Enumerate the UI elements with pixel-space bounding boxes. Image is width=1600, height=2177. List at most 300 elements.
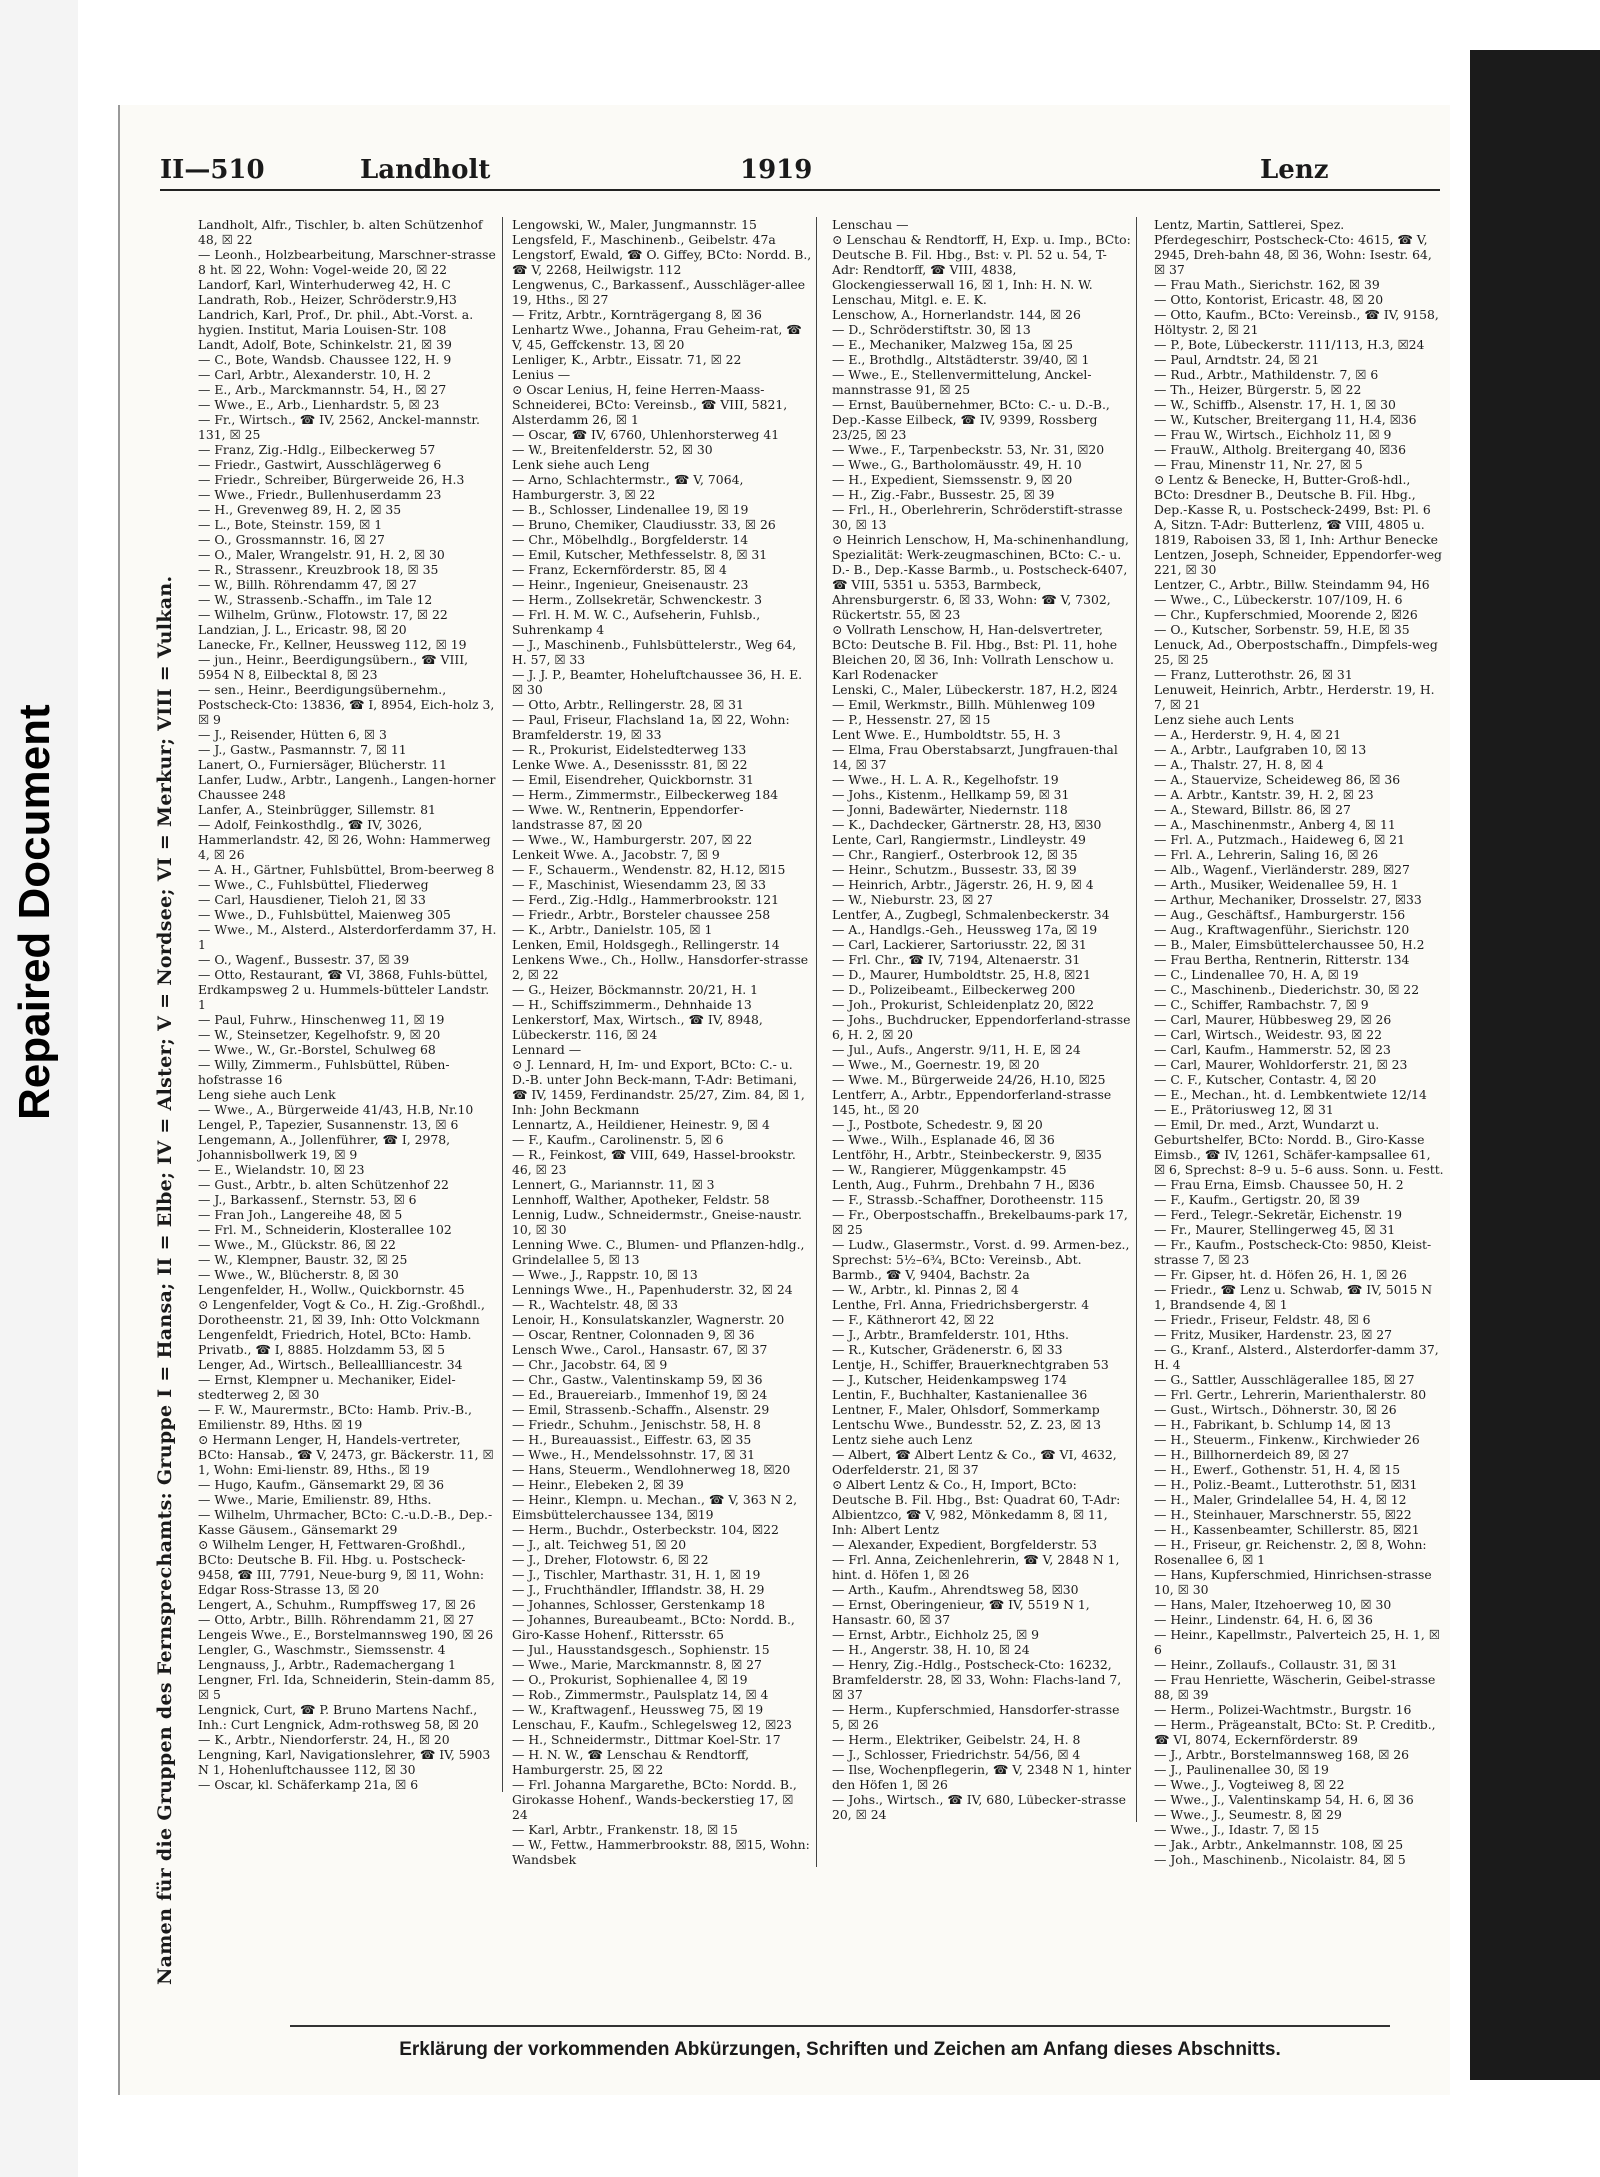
directory-entry: — K., Arbtr., Niendorferstr. 24, H., ☒ 20 <box>198 1732 450 1747</box>
column-1 <box>198 217 503 1792</box>
left-margin-strip <box>0 0 78 2177</box>
directory-entry: — J., Schlosser, Friedrichstr. 54/56, ☒ 4 <box>832 1747 1081 1762</box>
directory-entry: — H., Ewerf., Gothenstr. 51, H. 4, ☒ 15 <box>1154 1462 1401 1477</box>
directory-entry: — A., Thalstr. 27, H. 8, ☒ 4 <box>1154 757 1324 772</box>
directory-entry: — F., Käthnerort 42, ☒ 22 <box>832 1312 995 1327</box>
directory-entry: — Joh., Prokurist, Schleidenplatz 20, ☒22 <box>832 997 1095 1012</box>
directory-entry: — Wwe., J., Vogteiweg 8, ☒ 22 <box>1154 1777 1345 1792</box>
directory-entry: — Ernst, Bauübernehmer, BCto: C.- u. D.-B., Dep.-Kasse Eilbeck, ☎ IV, 9399, Rossberg 23/25, ☒ 23 <box>832 397 1110 442</box>
directory-entry: Lenuweit, Heinrich, Arbtr., Herderstr. 19, H. 7, ☒ 21 <box>1154 682 1435 712</box>
directory-entry: — F., Schauerm., Wendenstr. 82, H.12, ☒15 <box>512 862 786 877</box>
directory-entry: — Wwe., W., Blücherstr. 8, ☒ 30 <box>198 1267 399 1282</box>
directory-entry: — O., Prokurist, Sophienallee 4, ☒ 19 <box>512 1672 748 1687</box>
directory-entry: — Wwe., F., Tarpenbeckstr. 53, Nr. 31, ☒20 <box>832 442 1105 457</box>
directory-entry: — O., Kutscher, Sorbenstr. 59, H.E, ☒ 35 <box>1154 622 1410 637</box>
directory-entry: Lengenfelder, H., Wollw., Quickbornstr. 45 <box>198 1282 465 1297</box>
directory-entry: — F. W., Maurermstr., BCto: Hamb. Priv.-B., Emilienstr. 89, Hths. ☒ 19 <box>198 1402 472 1432</box>
next-page-edge <box>1470 50 1600 2080</box>
directory-entry: — D., Schröderstiftstr. 30, ☒ 13 <box>832 322 1031 337</box>
directory-entry: — Wwe. M., Bürgerweide 24/26, H.10, ☒25 <box>832 1072 1106 1087</box>
directory-entry: — Jak., Arbtr., Ankelmannstr. 108, ☒ 25 <box>1154 1837 1404 1852</box>
directory-entry: — Friedr., Schuhm., Jenischstr. 58, H. 8 <box>512 1417 761 1432</box>
directory-entry: — H., Schiffszimmerm., Dehnhaide 13 <box>512 997 752 1012</box>
directory-entry: — A., Maschinenmstr., Anberg 4, ☒ 11 <box>1154 817 1396 832</box>
directory-entry: — Heinr., Ingenieur, Gneisenaustr. 23 <box>512 577 749 592</box>
directory-entry: — Elma, Frau Oberstabsarzt, Jungfrauen-thal 14, ☒ 37 <box>832 742 1118 772</box>
directory-entry: Lenken, Emil, Holdsgegh., Rellingerstr. 14 <box>512 937 780 952</box>
directory-entry: — Heinr., Lindenstr. 64, H. 6, ☒ 36 <box>1154 1612 1373 1627</box>
directory-entry: Lengsfeld, F., Maschinenb., Geibelstr. 47a <box>512 232 776 247</box>
directory-entry: — Otto, Kontorist, Ericastr. 48, ☒ 20 <box>1154 292 1384 307</box>
directory-entry: ⊙ Albert Lentz & Co., H, Import, BCto: Deutsche B. Fil. Hbg., Bst: Quadrat 60, T-Adr: Albientzco, ☎ V, 982, Mönkedamm 8, ☒ 11, Inh: Albert Lentz <box>832 1477 1121 1537</box>
directory-entry: — Wwe., M., Glückstr. 86, ☒ 22 <box>198 1237 396 1252</box>
directory-entry: — Franz, Zig.-Hdlg., Eilbeckerweg 57 <box>198 442 436 457</box>
directory-entry: — W., Strassenb.-Schaffn., im Tale 12 <box>198 592 433 607</box>
directory-entry: — Friedr., Arbtr., Borsteler chaussee 258 <box>512 907 771 922</box>
directory-entry: — P., Hessenstr. 27, ☒ 15 <box>832 712 991 727</box>
directory-entry: — Rud., Arbtr., Mathildenstr. 7, ☒ 6 <box>1154 367 1379 382</box>
directory-entry: Landzian, J. L., Ericastr. 98, ☒ 20 <box>198 622 407 637</box>
directory-entry: Lenkeit Wwe. A., Jacobstr. 7, ☒ 9 <box>512 847 720 862</box>
directory-entry: — Paul, Arndtstr. 24, ☒ 21 <box>1154 352 1320 367</box>
directory-entry: Lanert, O., Furniersäger, Blücherstr. 11 <box>198 757 447 772</box>
directory-entry: — Fritz, Musiker, Hardenstr. 23, ☒ 27 <box>1154 1327 1393 1342</box>
directory-entry: Lentfer, A., Zugbegl, Schmalenbeckerstr. 34 <box>832 907 1110 922</box>
directory-entry: — K., Dachdecker, Gärtnerstr. 28, H3, ☒30 <box>832 817 1102 832</box>
directory-entry: Lenke Wwe. A., Desenissstr. 81, ☒ 22 <box>512 757 748 772</box>
directory-entry: — E., Mechaniker, Malzweg 15a, ☒ 25 <box>832 337 1073 352</box>
directory-entry: — Wwe., C., Fuhlsbüttel, Fliederweg <box>198 877 429 892</box>
directory-entry: — W., Arbtr., kl. Pinnas 2, ☒ 4 <box>832 1282 1019 1297</box>
abbreviation-note: Erklärung der vorkommenden Abkürzungen, Schriften und Zeichen am Anfang dieses Abschnitts. <box>290 2025 1390 2061</box>
directory-entry: — Gust., Arbtr., b. alten Schützenhof 22 <box>198 1177 449 1192</box>
directory-entry: Lent Wwe. E., Humboldtstr. 55, H. 3 <box>832 727 1061 742</box>
directory-entry: — R., Strassenr., Kreuzbrook 18, ☒ 35 <box>198 562 439 577</box>
directory-entry: — E., Prätoriusweg 12, ☒ 31 <box>1154 1102 1334 1117</box>
directory-entry: — J., Gastw., Pasmannstr. 7, ☒ 11 <box>198 742 407 757</box>
exchange-group-band <box>150 215 200 1995</box>
directory-entry: — Frl. Johanna Margarethe, BCto: Nordd. B., Girokasse Hohenf., Wands-beckerstieg 17, ☒ 24 <box>512 1777 797 1822</box>
directory-entry: Landt, Adolf, Bote, Schinkelstr. 21, ☒ 39 <box>198 337 452 352</box>
directory-entry: — Wwe., H. L. A. R., Kegelhofstr. 19 <box>832 772 1059 787</box>
directory-entry: — Frau Henriette, Wäscherin, Geibel-strasse 88, ☒ 39 <box>1154 1672 1436 1702</box>
directory-entry: — FrauW., Altholg. Breitergang 40, ☒36 <box>1154 442 1406 457</box>
directory-entry: — Otto, Arbtr., Billh. Röhrendamm 21, ☒ 27 <box>198 1612 475 1627</box>
directory-entry: Lenz siehe auch Lents <box>1154 712 1295 727</box>
directory-entry: — Carl, Lackierer, Sartoriusstr. 22, ☒ 31 <box>832 937 1087 952</box>
directory-entry: Lennert, G., Mariannstr. 11, ☒ 3 <box>512 1177 715 1192</box>
directory-entry: — Chr., Jacobstr. 64, ☒ 9 <box>512 1357 668 1372</box>
directory-entry: Lentin, F., Buchhalter, Kastanienallee 36 <box>832 1387 1088 1402</box>
directory-entry: Lengwenus, C., Barkassenf., Ausschläger-allee 19, Hths., ☒ 27 <box>512 277 806 307</box>
directory-entry: — Chr., Möbelhdlg., Borgfelderstr. 14 <box>512 532 749 547</box>
directory-page <box>118 105 1450 2095</box>
directory-entry: — Emil, Eisendreher, Quickbornstr. 31 <box>512 772 754 787</box>
directory-entry: — E., Brothdlg., Altstädterstr. 39/40, ☒ 1 <box>832 352 1090 367</box>
directory-entry: — F., Kaufm., Gertigstr. 20, ☒ 39 <box>1154 1192 1360 1207</box>
directory-entry: Lanfer, A., Steinbrügger, Sillemstr. 81 <box>198 802 436 817</box>
column-3 <box>832 217 1137 1822</box>
directory-entry: — Arthur, Mechaniker, Drosselstr. 27, ☒33 <box>1154 892 1422 907</box>
directory-entry: Lenth, Aug., Fuhrm., Drehbahn 7 H., ☒36 <box>832 1177 1095 1192</box>
directory-entry: Lennig, Ludw., Schneidermstr., Gneise-naustr. 10, ☒ 30 <box>512 1207 802 1237</box>
directory-entry: Lenkens Wwe., Ch., Hollw., Hansdorfer-strasse 2, ☒ 22 <box>512 952 809 982</box>
directory-entry: Lenius — <box>512 367 571 382</box>
directory-entry: — Wwe., C., Lübeckerstr. 107/109, H. 6 <box>1154 592 1403 607</box>
directory-entry: — Herm., Zollsekretär, Schwenckestr. 3 <box>512 592 762 607</box>
directory-entry: — Wilhelm, Uhrmacher, BCto: C.-u.D.-B., Dep.-Kasse Gäusem., Gänsemarkt 29 <box>198 1507 493 1537</box>
directory-entry: — Wwe., Marie, Marckmannstr. 8, ☒ 27 <box>512 1657 762 1672</box>
directory-entry: — Wwe., J., Seumestr. 8, ☒ 29 <box>1154 1807 1342 1822</box>
directory-entry: — Herm., Kupferschmied, Hansdorfer-strasse 5, ☒ 26 <box>832 1702 1120 1732</box>
directory-entry: Landrath, Rob., Heizer, Schröderstr.9,H3 <box>198 292 457 307</box>
column-2 <box>512 217 817 1867</box>
directory-entry: ⊙ Lentz & Benecke, H, Butter-Groß-hdl., BCto: Dresdner B., Deutsche B. Fil. Hbg., Dep.-Kasse R, u. Postscheck-2499, Bst: Pl. 6 A, Sitzn. T-Adr: Butterlenz, ☎ VIII, 4805 u. 1819, Raboisen 33, ☒ 1, Inh: Arthur Benecke <box>1154 472 1438 547</box>
directory-entry: — Hans, Maler, Itzehoerweg 10, ☒ 30 <box>1154 1597 1392 1612</box>
directory-entry: Lengert, A., Schuhm., Rumpffsweg 17, ☒ 26 <box>198 1597 476 1612</box>
directory-entry: — W., Nieburstr. 23, ☒ 27 <box>832 892 993 907</box>
directory-entry: ⊙ J. Lennard, H, Im- und Export, BCto: C.- u. D.-B. unter John Beck-mann, T-Adr: Betimani, ☎ IV, 1459, Ferdinandstr. 25/27, Zim. 84, ☒ 1, Inh: John Beckmann <box>512 1057 805 1117</box>
directory-entry: — Frl. M., Schneiderin, Klosterallee 102 <box>198 1222 452 1237</box>
directory-entry: — Fr., Kaufm., Postscheck-Cto: 9850, Kleist-strasse 7, ☒ 23 <box>1154 1237 1432 1267</box>
directory-entry: — Fr. Gipser, ht. d. Höfen 26, H. 1, ☒ 26 <box>1154 1267 1407 1282</box>
directory-entry: Lentferr, A., Arbtr., Eppendorferland-strasse 145, ht., ☒ 20 <box>832 1087 1112 1117</box>
directory-entry: — R., Kutscher, Grädenerstr. 6, ☒ 33 <box>832 1342 1063 1357</box>
directory-entry: — Heinr., Schutzm., Bussestr. 33, ☒ 39 <box>832 862 1077 877</box>
directory-entry: — H., Friseur, gr. Reichenstr. 2, ☒ 8, Wohn: Rosenallee 6, ☒ 1 <box>1154 1537 1427 1567</box>
directory-entry: Lenkerstorf, Max, Wirtsch., ☎ IV, 8948, Lübeckerstr. 116, ☒ 24 <box>512 1012 763 1042</box>
directory-entry: — H. N. W., ☎ Lenschau & Rendtorff, Hamburgerstr. 25, ☒ 22 <box>512 1747 750 1777</box>
directory-entry: Lengeis Wwe., E., Borstelmannsweg 190, ☒ 26 <box>198 1627 494 1642</box>
directory-entry: Lennings Wwe., H., Papenhuderstr. 32, ☒ 24 <box>512 1282 793 1297</box>
directory-entry: Lentner, F., Maler, Ohlsdorf, Sommerkamp <box>832 1402 1100 1417</box>
directory-entry: — Alexander, Expedient, Borgfelderstr. 53 <box>832 1537 1098 1552</box>
directory-entry: Lenk siehe auch Leng <box>512 457 650 472</box>
directory-entry: — Wwe., Wilh., Esplanade 46, ☒ 36 <box>832 1132 1055 1147</box>
directory-entry: — Frl. A., Putzmach., Haideweg 6, ☒ 21 <box>1154 832 1405 847</box>
directory-entry: — Willy, Zimmerm., Fuhlsbüttel, Rüben-hofstrasse 16 <box>198 1057 450 1087</box>
directory-entry: — Wwe., J., Valentinskamp 54, H. 6, ☒ 36 <box>1154 1792 1414 1807</box>
directory-entry: — J., Arbtr., Bramfelderstr. 101, Hths. <box>832 1327 1069 1342</box>
directory-entry: — E., Mechan., ht. d. Lembkentwiete 12/14 <box>1154 1087 1427 1102</box>
directory-entry: — Frl. Anna, Zeichenlehrerin, ☎ V, 2848 N 1, hint. d. Höfen 1, ☒ 26 <box>832 1552 1120 1582</box>
directory-entry: — Oscar, Rentner, Colonnaden 9, ☒ 36 <box>512 1327 755 1342</box>
directory-entry: — Arno, Schlachtermstr., ☎ V, 7064, Hamburgerstr. 3, ☒ 22 <box>512 472 744 502</box>
directory-entry: — Frl. Chr., ☎ IV, 7194, Altenaerstr. 31 <box>832 952 1081 967</box>
directory-entry: — Chr., Gastw., Valentinskamp 59, ☒ 36 <box>512 1372 763 1387</box>
directory-entry: — H., Expedient, Siemssenstr. 9, ☒ 20 <box>832 472 1073 487</box>
directory-entry: — Fr., Wirtsch., ☎ IV, 2562, Anckel-mannstr. 131, ☒ 25 <box>198 412 480 442</box>
directory-entry: — Fran Joh., Langereihe 48, ☒ 5 <box>198 1207 403 1222</box>
directory-entry: Lentzen, Joseph, Schneider, Eppendorfer-weg 221, ☒ 30 <box>1154 547 1442 577</box>
directory-entry: — O., Wagenf., Bussestr. 37, ☒ 39 <box>198 952 410 967</box>
directory-entry: — Wwe., W., Hamburgerstr. 207, ☒ 22 <box>512 832 753 847</box>
directory-entry: — G., Sattler, Ausschlägerallee 185, ☒ 27 <box>1154 1372 1415 1387</box>
directory-entry: — Herm., Buchdr., Osterbeckstr. 104, ☒22 <box>512 1522 779 1537</box>
directory-entry: Lengenfeldt, Friedrich, Hotel, BCto: Hamb. Privatb., ☎ I, 8885. Holzdamm 53, ☒ 5 <box>198 1327 472 1357</box>
directory-entry: Lenning Wwe. C., Blumen- und Pflanzen-hdlg., Grindelallee 5, ☒ 13 <box>512 1237 805 1267</box>
directory-entry: — Otto, Restaurant, ☎ VI, 3868, Fuhls-büttel, Erdkampsweg 2 u. Hummels-bütteler Landstr. 1 <box>198 967 490 1012</box>
directory-entry: — Ferd., Zig.-Hdlg., Hammerbrookstr. 121 <box>512 892 779 907</box>
directory-entry: Lenoir, H., Konsulatskanzler, Wagnerstr. 20 <box>512 1312 785 1327</box>
directory-entry: Lenski, C., Maler, Lübeckerstr. 187, H.2, ☒24 <box>832 682 1118 697</box>
directory-entry: ⊙ Hermann Lenger, H, Handels-vertreter, BCto: Hansab., ☎ V, 2473, gr. Bäckerstr. 11, ☒ 1, Wohn: Emi-lienstr. 89, Hths., ☒ 19 <box>198 1432 494 1477</box>
directory-entry: — Wwe., D., Fuhlsbüttel, Maienweg 305 <box>198 907 451 922</box>
directory-entry: — J., Maschinenb., Fuhlsbüttelerstr., Weg 64, H. 57, ☒ 33 <box>512 637 797 667</box>
directory-entry: Lengnick, Curt, ☎ P. Bruno Martens Nachf., Inh.: Curt Lengnick, Adm-rothsweg 58, ☒ 20 <box>198 1702 479 1732</box>
directory-entry: ⊙ Vollrath Lenschow, H, Han-delsvertreter, BCto: Deutsche B. Fil. Hbg., Bst: Pl. 11, hohe Bleichen 20, ☒ 36, Inh: Vollrath Lenschow u. Karl Rodenacker <box>832 622 1118 682</box>
directory-entry: — H., Steuerm., Finkenw., Kirchwieder 26 <box>1154 1432 1420 1447</box>
column-4 <box>1154 217 1444 1867</box>
directory-entry: Lenschau, F., Kaufm., Schlegelsweg 12, ☒23 <box>512 1717 792 1732</box>
directory-entry: — Carl, Maurer, Wohldorferstr. 21, ☒ 23 <box>1154 1057 1408 1072</box>
directory-entry: Lensch Wwe., Carol., Hansastr. 67, ☒ 37 <box>512 1342 768 1357</box>
directory-entry: — Frl., H., Oberlehrerin, Schröderstift-strasse 30, ☒ 13 <box>832 502 1123 532</box>
directory-entry: Lenthe, Frl. Anna, Friedrichsbergerstr. 4 <box>832 1297 1090 1312</box>
directory-entry: — Karl, Arbtr., Frankenstr. 18, ☒ 15 <box>512 1822 738 1837</box>
directory-entry: — W., Klempner, Baustr. 32, ☒ 25 <box>198 1252 408 1267</box>
directory-entry: — O., Grossmannstr. 16, ☒ 27 <box>198 532 385 547</box>
directory-entry: — Carl, Kaufm., Hammerstr. 52, ☒ 23 <box>1154 1042 1391 1057</box>
directory-entry: — J., alt. Teichweg 51, ☒ 20 <box>512 1537 687 1552</box>
directory-entry: — Heinr., Zollaufs., Collaustr. 31, ☒ 31 <box>1154 1657 1398 1672</box>
directory-entry: — Hugo, Kaufm., Gänsemarkt 29, ☒ 36 <box>198 1477 445 1492</box>
directory-entry: — Friedr., Friseur, Feldstr. 48, ☒ 6 <box>1154 1312 1371 1327</box>
header-year: 1919 <box>740 155 813 185</box>
directory-entry: — H., Steinhauer, Marschnerstr. 55, ☒22 <box>1154 1507 1412 1522</box>
directory-entry: — Wwe., G., Bartholomäusstr. 49, H. 10 <box>832 457 1082 472</box>
exchange-group-text: Namen für die Gruppen des Fernsprechamts: Gruppe I = Hansa; II = Elbe; IV = Alster; V = Nordsee; VI = Merkur; VIII = Vulkan. <box>154 575 176 1985</box>
directory-entry: — Leonh., Holzbearbeitung, Marschner-strasse 8 ht. ☒ 22, Wohn: Vogel-weide 20, ☒ 22 <box>198 247 496 277</box>
directory-entry: — Fritz, Arbtr., Kornträgergang 8, ☒ 36 <box>512 307 762 322</box>
directory-entry: Landrich, Karl, Prof., Dr. phil., Abt.-Vorst. a. hygien. Institut, Maria Louisen-Str. 108 <box>198 307 474 337</box>
directory-entry: Landorf, Karl, Winterhuderweg 42, H. C <box>198 277 451 292</box>
directory-entry: — W., Billh. Röhrendamm 47, ☒ 27 <box>198 577 417 592</box>
directory-entry: — E., Wielandstr. 10, ☒ 23 <box>198 1162 365 1177</box>
directory-entry: Lengstorf, Ewald, ☎ O. Giffey, BCto: Nordd. B., ☎ V, 2268, Heilwigstr. 112 <box>512 247 812 277</box>
directory-entry: — Wwe., Marie, Emilienstr. 89, Hths. <box>198 1492 432 1507</box>
directory-entry: Lengning, Karl, Navigationslehrer, ☎ IV, 5903 N 1, Hohenluftchaussee 112, ☒ 30 <box>198 1747 491 1777</box>
directory-entry: — Frau, Minenstr 11, Nr. 27, ☒ 5 <box>1154 457 1363 472</box>
directory-entry: — J., Kutscher, Heidenkampsweg 174 <box>832 1372 1067 1387</box>
directory-entry: Lentz siehe auch Lenz <box>832 1432 973 1447</box>
directory-entry: ⊙ Heinrich Lenschow, H, Ma-schinenhandlung, Spezialität: Werk-zeugmaschinen, BCto: C.- u. D.- B., Dep.-Kasse Barmb., u. Postscheck-6407, ☎ VIII, 5351 u. 5353, Barmbeck, Ahrensburgerstr. 6, ☒ 33, Wohn: ☎ V, 7302, Rückertstr. 55, ☒ 23 <box>832 532 1129 622</box>
directory-entry: — Gust., Wirtsch., Döhnerstr. 30, ☒ 26 <box>1154 1402 1397 1417</box>
directory-entry: — Friedr., Schreiber, Bürgerweide 26, H.3 <box>198 472 465 487</box>
directory-entry: — Joh., Maschinenb., Nicolaistr. 84, ☒ 5 <box>1154 1852 1406 1867</box>
header-right-word: Lenz <box>1260 155 1329 185</box>
directory-entry: — R., Prokurist, Eidelstedterweg 133 <box>512 742 747 757</box>
directory-entry: ⊙ Lenschau & Rendtorff, H, Exp. u. Imp., BCto: Deutsche B. Fil. Hbg., Bst: v. Pl. 52 u. 54, T-Adr: Rendtorff, ☎ VIII, 4838, Glockengiesserwall 16, ☒ 1, Inh: H. N. W. Lenschau, Mitgl. e. E. K. <box>832 232 1131 307</box>
directory-entry: — C., Lindenallee 70, H. A, ☒ 19 <box>1154 967 1359 982</box>
directory-entry: Lentz, Martin, Sattlerei, Spez. Pferdegeschirr, Postscheck-Cto: 4615, ☎ V, 2945, Dreh-bahn 48, ☒ 36, Wohn: Isestr. 64, ☒ 37 <box>1154 217 1432 277</box>
directory-entry: — A. Arbtr., Kantstr. 39, H. 2, ☒ 23 <box>1154 787 1374 802</box>
directory-entry: — Johs., Kistenm., Hellkamp 59, ☒ 31 <box>832 787 1070 802</box>
directory-entry: — K., Arbtr., Danielstr. 105, ☒ 1 <box>512 922 713 937</box>
directory-entry: — Arth., Kaufm., Ahrendtsweg 58, ☒30 <box>832 1582 1079 1597</box>
directory-entry: — Jul., Aufs., Angerstr. 9/11, H. E, ☒ 24 <box>832 1042 1081 1057</box>
directory-entry: — Otto, Arbtr., Rellingerstr. 28, ☒ 31 <box>512 697 744 712</box>
directory-entry: — A., Herderstr. 9, H. 4, ☒ 21 <box>1154 727 1342 742</box>
directory-entry: Lengner, Frl. Ida, Schneiderin, Stein-damm 85, ☒ 5 <box>198 1672 495 1702</box>
directory-entry: — Chr., Rangierf., Osterbrook 12, ☒ 35 <box>832 847 1078 862</box>
directory-entry: — Arth., Musiker, Weidenallee 59, H. 1 <box>1154 877 1399 892</box>
directory-entry: — Ernst, Klempner u. Mechaniker, Eidel-stedterweg 2, ☒ 30 <box>198 1372 456 1402</box>
directory-entry: — Johannes, Bureaubeamt., BCto: Nordd. B., Giro-Kasse Hohenf., Rittersstr. 65 <box>512 1612 795 1642</box>
directory-entry: — H., Kassenbeamter, Schillerstr. 85, ☒21 <box>1154 1522 1420 1537</box>
directory-entry: — C., Bote, Wandsb. Chaussee 122, H. 9 <box>198 352 452 367</box>
directory-entry: — Herm., Elektriker, Geibelstr. 24, H. 8 <box>832 1732 1081 1747</box>
directory-entry: Lennard — <box>512 1042 582 1057</box>
directory-entry: — Jonni, Badewärter, Niedernstr. 118 <box>832 802 1068 817</box>
directory-entry: — Franz, Lutterothstr. 26, ☒ 31 <box>1154 667 1353 682</box>
directory-entry: — Frl. Gertr., Lehrerin, Marienthalerstr. 80 <box>1154 1387 1427 1402</box>
directory-entry: — D., Maurer, Humboldtstr. 25, H.8, ☒21 <box>832 967 1091 982</box>
directory-entry: — Wwe., A., Bürgerweide 41/43, H.B, Nr.10 <box>198 1102 474 1117</box>
directory-entry: — Rob., Zimmermstr., Paulsplatz 14, ☒ 4 <box>512 1687 769 1702</box>
directory-entry: — C., Schiffer, Rambachstr. 7, ☒ 9 <box>1154 997 1369 1012</box>
directory-entry: — Frl. A., Lehrerin, Saling 16, ☒ 26 <box>1154 847 1379 862</box>
directory-entry: — Th., Heizer, Bürgerstr. 5, ☒ 22 <box>1154 382 1362 397</box>
directory-entry: — Ferd., Telegr.-Sekretär, Eichenstr. 19 <box>1154 1207 1402 1222</box>
directory-entry: — Otto, Kaufm., BCto: Vereinsb., ☎ IV, 9158, Höltystr. 2, ☒ 21 <box>1154 307 1439 337</box>
directory-entry: — W., Rangierer, Müggenkampstr. 45 <box>832 1162 1067 1177</box>
directory-entry: — H., Billhornerdeich 89, ☒ 27 <box>1154 1447 1350 1462</box>
directory-entry: Landholt, Alfr., Tischler, b. alten Schützenhof 48, ☒ 22 <box>198 217 483 247</box>
directory-entry: — H., Maler, Grindelallee 54, H. 4, ☒ 12 <box>1154 1492 1407 1507</box>
directory-entry: — P., Bote, Lübeckerstr. 111/113, H.3, ☒24 <box>1154 337 1425 352</box>
directory-entry: — B., Schlosser, Lindenallee 19, ☒ 19 <box>512 502 749 517</box>
directory-entry: — G., Kranf., Alsterd., Alsterdorfer-damm 37, H. 4 <box>1154 1342 1439 1372</box>
directory-entry: — Bruno, Chemiker, Claudiusstr. 33, ☒ 26 <box>512 517 776 532</box>
directory-entry: — G., Heizer, Böckmannstr. 20/21, H. 1 <box>512 982 759 997</box>
directory-entry: — Ludw., Glasermstr., Vorst. d. 99. Armen-bez., Sprechst: 5½–6¾, BCto: Vereinsb., Abt. Barmb., ☎ V, 9404, Bachstr. 2a <box>832 1237 1130 1282</box>
directory-entry: — Paul, Friseur, Flachsland 1a, ☒ 22, Wohn: Bramfelderstr. 19, ☒ 33 <box>512 712 790 742</box>
directory-entry: — Oscar, ☎ IV, 6760, Uhlenhorsterweg 41 <box>512 427 780 442</box>
directory-entry: — Aug., Geschäftsf., Hamburgerstr. 156 <box>1154 907 1406 922</box>
directory-entry: — B., Maler, Eimsbüttelerchaussee 50, H.2 <box>1154 937 1425 952</box>
directory-entry: — W., Fettw., Hammerbrookstr. 88, ☒15, Wohn: Wandsbek <box>512 1837 810 1867</box>
directory-entry: — Johs., Wirtsch., ☎ IV, 680, Lübecker-strasse 20, ☒ 24 <box>832 1792 1126 1822</box>
directory-entry: ⊙ Lengenfelder, Vogt & Co., H. Zig.-Großhdl., Dorotheenstr. 21, ☒ 39, Inh: Otto Volckmann <box>198 1297 485 1327</box>
directory-entry: — W., Breitenfelderstr. 52, ☒ 30 <box>512 442 713 457</box>
directory-entry: Lenschau — <box>832 217 909 232</box>
directory-entry: — J., Postbote, Schedestr. 9, ☒ 20 <box>832 1117 1043 1132</box>
directory-entry: Lengowski, W., Maler, Jungmannstr. 15 <box>512 217 757 232</box>
directory-entry: — Carl, Hausdiener, Tieloh 21, ☒ 33 <box>198 892 426 907</box>
page-number: II—510 <box>160 155 265 185</box>
directory-entry: — Emil, Dr. med., Arzt, Wundarzt u. Geburtshelfer, BCto: Nordd. B., Giro-Kasse Eimsb., ☎ IV, 1261, Schäfer-kampsallee 61, ☒ 6, Sprechst: 8–9 u. 5–6 auss. Sonn. u. Festt. <box>1154 1117 1444 1177</box>
directory-entry: Lenuck, Ad., Oberpostschaffn., Dimpfels-weg 25, ☒ 25 <box>1154 637 1438 667</box>
directory-entry: Lentje, H., Schiffer, Brauerknechtgraben 53 <box>832 1357 1109 1372</box>
directory-entry: — F., Strassb.-Schaffner, Dorotheenstr. 115 <box>832 1192 1104 1207</box>
directory-entry: — Wwe., M., Goernestr. 19, ☒ 20 <box>832 1057 1040 1072</box>
directory-entry: — Chr., Kupferschmied, Moorende 2, ☒26 <box>1154 607 1418 622</box>
directory-entry: — Alb., Wagenf., Vierländerstr. 289, ☒27 <box>1154 862 1410 877</box>
directory-entry: Lenliger, K., Arbtr., Eissatr. 71, ☒ 22 <box>512 352 742 367</box>
directory-entry: — Wwe., H., Mendelssohnstr. 17, ☒ 31 <box>512 1447 756 1462</box>
directory-entry: — Paul, Fuhrw., Hinschenweg 11, ☒ 19 <box>198 1012 445 1027</box>
directory-entry: — sen., Heinr., Beerdigungsübernehm., Postscheck-Cto: 13836, ☎ I, 8954, Eich-holz 3, ☒ 9 <box>198 682 495 727</box>
directory-entry: — Ilse, Wochenpflegerin, ☎ V, 2348 N 1, hinter den Höfen 1, ☒ 26 <box>832 1762 1132 1792</box>
directory-entry: — L., Bote, Steinstr. 159, ☒ 1 <box>198 517 383 532</box>
directory-entry: — Carl, Maurer, Hübbesweg 29, ☒ 26 <box>1154 1012 1392 1027</box>
directory-entry: ⊙ Wilhelm Lenger, H, Fettwaren-Großhdl., BCto: Deutsche B. Fil. Hbg. u. Postscheck-9458, ☎ III, 7791, Neue-burg 9, ☒ 11, Wohn: Edgar Ross-Strasse 13, ☒ 20 <box>198 1537 485 1597</box>
directory-entry: — J., Dreher, Flotowstr. 6, ☒ 22 <box>512 1552 709 1567</box>
directory-entry: — C., Maschinenb., Diederichstr. 30, ☒ 22 <box>1154 982 1420 997</box>
directory-entry: — R., Feinkost, ☎ VIII, 649, Hassel-brookstr. 46, ☒ 23 <box>512 1147 796 1177</box>
directory-entry: Lanecke, Fr., Kellner, Heussweg 112, ☒ 19 <box>198 637 467 652</box>
directory-entry: — J. J. P., Beamter, Hoheluftchaussee 36, H. E. ☒ 30 <box>512 667 803 697</box>
directory-entry: Lentföhr, H., Arbtr., Steinbeckerstr. 9, ☒35 <box>832 1147 1102 1162</box>
directory-entry: — F., Maschinist, Wiesendamm 23, ☒ 33 <box>512 877 766 892</box>
directory-entry: — W., Steinsetzer, Kegelhofstr. 9, ☒ 20 <box>198 1027 441 1042</box>
directory-entry: — jun., Heinr., Beerdigungsübern., ☎ VIII, 5954 N 8, Eilbecktal 8, ☒ 23 <box>198 652 469 682</box>
directory-entry: — W., Kraftwagenf., Heussweg 75, ☒ 19 <box>512 1702 764 1717</box>
directory-entry: Lengemann, A., Jollenführer, ☎ I, 2978, Johannisbollwerk 19, ☒ 9 <box>198 1132 451 1162</box>
directory-entry: — J., Arbtr., Borstelmannsweg 168, ☒ 26 <box>1154 1747 1410 1762</box>
directory-entry: Lenger, Ad., Wirtsch., Belleallliancestr. 34 <box>198 1357 463 1372</box>
directory-entry: — Frl. H. M. W. C., Aufseherin, Fuhlsb., Suhrenkamp 4 <box>512 607 761 637</box>
directory-entry: Lentschu Wwe., Bundesstr. 52, Z. 23, ☒ 13 <box>832 1417 1102 1432</box>
directory-entry: — Albert, ☎ Albert Lentz & Co., ☎ VI, 4632, Oderfelderstr. 21, ☒ 37 <box>832 1447 1117 1477</box>
directory-entry: — H., Fabrikant, b. Schlump 14, ☒ 13 <box>1154 1417 1391 1432</box>
directory-entry: — Franz, Eckernförderstr. 85, ☒ 4 <box>512 562 727 577</box>
directory-entry: — Johannes, Schlosser, Gerstenkamp 18 <box>512 1597 766 1612</box>
page-header <box>160 149 1440 191</box>
directory-entry: — Wwe., Friedr., Bullenhuserdamm 23 <box>198 487 442 502</box>
directory-entry: — Emil, Werkmstr., Billh. Mühlenweg 109 <box>832 697 1096 712</box>
directory-entry: — W., Schiffb., Alsenstr. 17, H. 1, ☒ 30 <box>1154 397 1396 412</box>
directory-entry: Lengel, P., Tapezier, Susannenstr. 13, ☒ 6 <box>198 1117 459 1132</box>
directory-entry: — J., Reisender, Hütten 6, ☒ 3 <box>198 727 387 742</box>
directory-entry: — A. H., Gärtner, Fuhlsbüttel, Brom-beerweg 8 <box>198 862 495 877</box>
directory-entry: Lengnauss, J., Arbtr., Rademachergang 1 <box>198 1657 457 1672</box>
directory-entry: — Frau Erna, Eimsb. Chaussee 50, H. 2 <box>1154 1177 1404 1192</box>
directory-entry: — Herm., Zimmermstr., Eilbeckerweg 184 <box>512 787 779 802</box>
directory-entry: — A., Handlgs.-Geh., Heussweg 17a, ☒ 19 <box>832 922 1098 937</box>
directory-entry: — Wwe., J., Rappstr. 10, ☒ 13 <box>512 1267 698 1282</box>
directory-entry: — Carl, Wirtsch., Weidestr. 93, ☒ 22 <box>1154 1027 1382 1042</box>
directory-entry: — H., Angerstr. 38, H. 10, ☒ 24 <box>832 1642 1030 1657</box>
directory-entry: — J., Paulinenallee 30, ☒ 19 <box>1154 1762 1329 1777</box>
directory-entry: — A., Steward, Billstr. 86, ☒ 27 <box>1154 802 1351 817</box>
directory-entry: — J., Tischler, Marthastr. 31, H. 1, ☒ 19 <box>512 1567 761 1582</box>
directory-entry: Leng siehe auch Lenk <box>198 1087 336 1102</box>
directory-entry: — Emil, Strassenb.-Schaffn., Alsenstr. 29 <box>512 1402 770 1417</box>
directory-entry: — F., Kaufm., Carolinenstr. 5, ☒ 6 <box>512 1132 724 1147</box>
directory-entry: — Fr., Maurer, Stellingerweg 45, ☒ 31 <box>1154 1222 1396 1237</box>
directory-entry: — Ernst, Oberingenieur, ☎ IV, 5519 N 1, Hansastr. 60, ☒ 37 <box>832 1597 1090 1627</box>
directory-entry: — E., Arb., Marckmannstr. 54, H., ☒ 27 <box>198 382 447 397</box>
directory-entry: — Ernst, Arbtr., Eichholz 25, ☒ 9 <box>832 1627 1040 1642</box>
directory-entry: — Heinr., Kapellmstr., Palverteich 25, H. 1, ☒ 6 <box>1154 1627 1440 1657</box>
directory-entry: — H., Poliz.-Beamt., Lutterothstr. 51, ☒31 <box>1154 1477 1418 1492</box>
header-left-word: Landholt <box>360 155 491 185</box>
directory-entry: — Friedr., Gastwirt, Ausschlägerweg 6 <box>198 457 442 472</box>
directory-entry: — H., Zig.-Fabr., Bussestr. 25, ☒ 39 <box>832 487 1055 502</box>
directory-entry: — Hans, Kupferschmied, Hinrichsen-strasse 10, ☒ 30 <box>1154 1567 1432 1597</box>
directory-entry: — A., Arbtr., Laufgraben 10, ☒ 13 <box>1154 742 1367 757</box>
directory-entry: — J., Fruchthändler, Ifflandstr. 38, H. 29 <box>512 1582 765 1597</box>
directory-entry: — Frau Math., Sierichstr. 162, ☒ 39 <box>1154 277 1380 292</box>
directory-entry: — Oscar, kl. Schäferkamp 21a, ☒ 6 <box>198 1777 419 1792</box>
directory-entry: Lenhartz Wwe., Johanna, Frau Geheim-rat, ☎ V, 45, Geffckenstr. 13, ☒ 20 <box>512 322 802 352</box>
directory-entry: — Wwe., M., Alsterd., Alsterdorferdamm 37, H. 1 <box>198 922 497 952</box>
directory-entry: — Wilhelm, Grünw., Flotowstr. 17, ☒ 22 <box>198 607 448 622</box>
directory-entry: — A., Stauervize, Scheideweg 86, ☒ 36 <box>1154 772 1401 787</box>
directory-entry: — D., Polizeibeamt., Eilbeckerweg 200 <box>832 982 1076 997</box>
